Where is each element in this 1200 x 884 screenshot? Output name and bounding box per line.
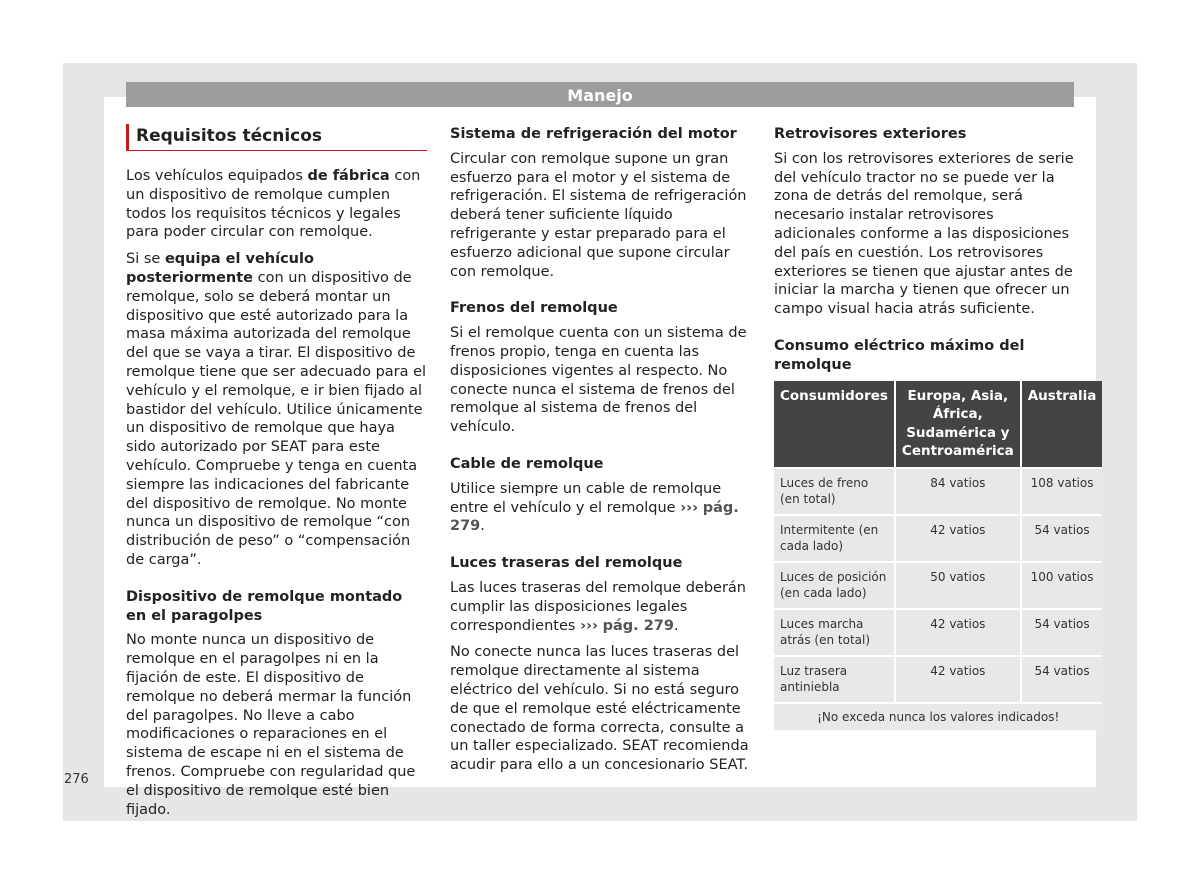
page-reference-link[interactable]: pág. 279 <box>450 499 739 535</box>
table-cell: 50 vatios <box>896 561 1022 608</box>
table-cell: Luces de freno (en total) <box>774 467 896 514</box>
column-3 <box>774 124 1097 730</box>
consumption-table <box>774 381 1102 730</box>
table-row <box>774 655 1102 702</box>
table-cell: Luces de posición (en cada lado) <box>774 561 896 608</box>
paragraph-paragolpes: No monte nunca un dispositivo de remolque en el paragolpes ni en la fijación de este. El dispositivo de remolque no deberá mermar la función del paragolpes. No lleve a cabo modificaciones o reparaciones en el sistema de escape ni en el sistema de frenos. Compruebe con regularidad que el dispositivo de remolque esté bien fijado. <box>126 632 416 818</box>
table-row <box>774 561 1102 608</box>
text-run: Las luces traseras del remolque deberán cumplir las disposiciones legales correspondientes <box>450 579 746 634</box>
table-cell: 100 vatios <box>1022 561 1103 608</box>
table-cell: Intermitente (en cada lado) <box>774 514 896 561</box>
table-row <box>774 514 1102 561</box>
table-header-row <box>774 381 1102 467</box>
heading-retrovisores: Retrovisores exteriores <box>774 126 967 142</box>
table-header-cell: Europa, Asia, África, Sudamérica y Centroamérica <box>896 381 1022 467</box>
table-row <box>774 608 1102 655</box>
heading-refrigeracion: Sistema de refrigeración del motor <box>450 126 737 142</box>
table-cell: 42 vatios <box>896 514 1022 561</box>
paragraph-posteriormente <box>126 250 427 570</box>
table-header-cell: Australia <box>1022 381 1103 467</box>
page-number: 276 <box>64 772 89 787</box>
table-cell: 54 vatios <box>1022 655 1103 702</box>
text-run: Los vehículos equipados <box>126 168 308 184</box>
bold-run: equipa el vehículo posteriormente <box>126 251 314 286</box>
table-row <box>774 467 1102 514</box>
heading-frenos: Frenos del remolque <box>450 300 618 317</box>
text-run: Si se <box>126 251 165 268</box>
table-header-cell: Consumidores <box>774 381 896 467</box>
text-run: con un dispositivo de remolque, solo se deberá montar un dispositivo que esté autorizado para la masa máxima autorizada del remolque del que se vaya a tirar. El dispositivo de remolque tiene que ser adecuado para el vehículo y el remolque, e ir bien fijado al bastidor del vehículo. Utilice únicamente un dispositivo de remolque que haya sido autorizado por SEAT para este vehículo. Compruebe y tenga en cuenta siempre las indicaciones del fabricante del dispositivo de remolque. No monte nunca un dispositivo de remolque “con distribución de peso” o “compensación de carga”. <box>126 269 427 568</box>
paragraph-cable: Utilice siempre un cable de remolque entre el vehículo y el remolque ››› pág. 279. <box>450 480 739 535</box>
paragraph-luces-1: Las luces traseras del remolque deberán cumplir las disposiciones legales correspondientes ››› pág. 279. <box>450 579 746 634</box>
heading-consumo: Consumo eléctrico máximo del remolque <box>774 337 1025 373</box>
paragraph-frenos: Si el remolque cuenta con un sistema de frenos propio, tenga en cuenta las disposiciones vigentes al respecto. No conecte nunca el sistema de frenos del remolque al sistema de frenos del vehículo. <box>450 325 747 436</box>
table-cell: 54 vatios <box>1022 514 1103 561</box>
table-cell: 84 vatios <box>896 467 1022 514</box>
heading-luces: Luces traseras del remolque <box>450 555 683 572</box>
page-reference-link[interactable]: pág. 279 <box>602 617 674 634</box>
paragraph-retrovisores: Si con los retrovisores exteriores de serie del vehículo tractor no se puede ver la zona de detrás del remolque, será necesario instalar retrovisores adicionales conforme a las disposiciones del país en cuestión. Los retrovisores exteriores se tienen que ajustar antes de iniciar la marcha y tienen que ofrecer un campo visual hacia atrás suficiente. <box>774 150 1074 318</box>
table-cell: Luz trasera antiniebla <box>774 655 896 702</box>
paragraph-fabrica <box>126 167 427 242</box>
column-2 <box>450 124 750 783</box>
chapter-header: Manejo <box>126 82 1074 107</box>
heading-cable: Cable de remolque <box>450 455 604 472</box>
cross-ref-arrow-icon: ››› <box>680 499 699 516</box>
text-run: con un dispositivo de remolque cumplen todos los requisitos técnicos y legales para poder circular con remolque. <box>126 168 421 241</box>
table-cell: 54 vatios <box>1022 608 1103 655</box>
table-cell: Luces marcha atrás (en total) <box>774 608 896 655</box>
cross-ref-arrow-icon: ››› <box>580 617 598 634</box>
table-cell: 108 vatios <box>1022 467 1103 514</box>
section-title: Requisitos técnicos <box>126 124 427 151</box>
table-cell: 42 vatios <box>896 655 1022 702</box>
table-cell: 42 vatios <box>896 608 1022 655</box>
table-note-row <box>774 702 1102 730</box>
bold-run: de fábrica <box>307 168 390 184</box>
table-note: ¡No exceda nunca los valores indicados! <box>774 702 1102 730</box>
text-run: Utilice siempre un cable de remolque entre el vehículo y el remolque <box>450 480 722 516</box>
column-1 <box>126 124 427 827</box>
paragraph-luces-2: No conecte nunca las luces traseras del remolque directamente al sistema eléctrico del vehículo. Si no está seguro de que el remolque esté eléctricamente conectado de forma correcta, consulte a un taller especializado. SEAT recomienda acudir para ello a un concesionario SEAT. <box>450 644 749 774</box>
paragraph-refrigeracion: Circular con remolque supone un gran esfuerzo para el motor y el sistema de refrigeración. El sistema de refrigeración deberá tener suficiente líquido refrigerante y estar preparado para el esfuerzo adicional que supone circular con remolque. <box>450 150 747 280</box>
heading-paragolpes: Dispositivo de remolque montado en el paragolpes <box>126 588 403 624</box>
